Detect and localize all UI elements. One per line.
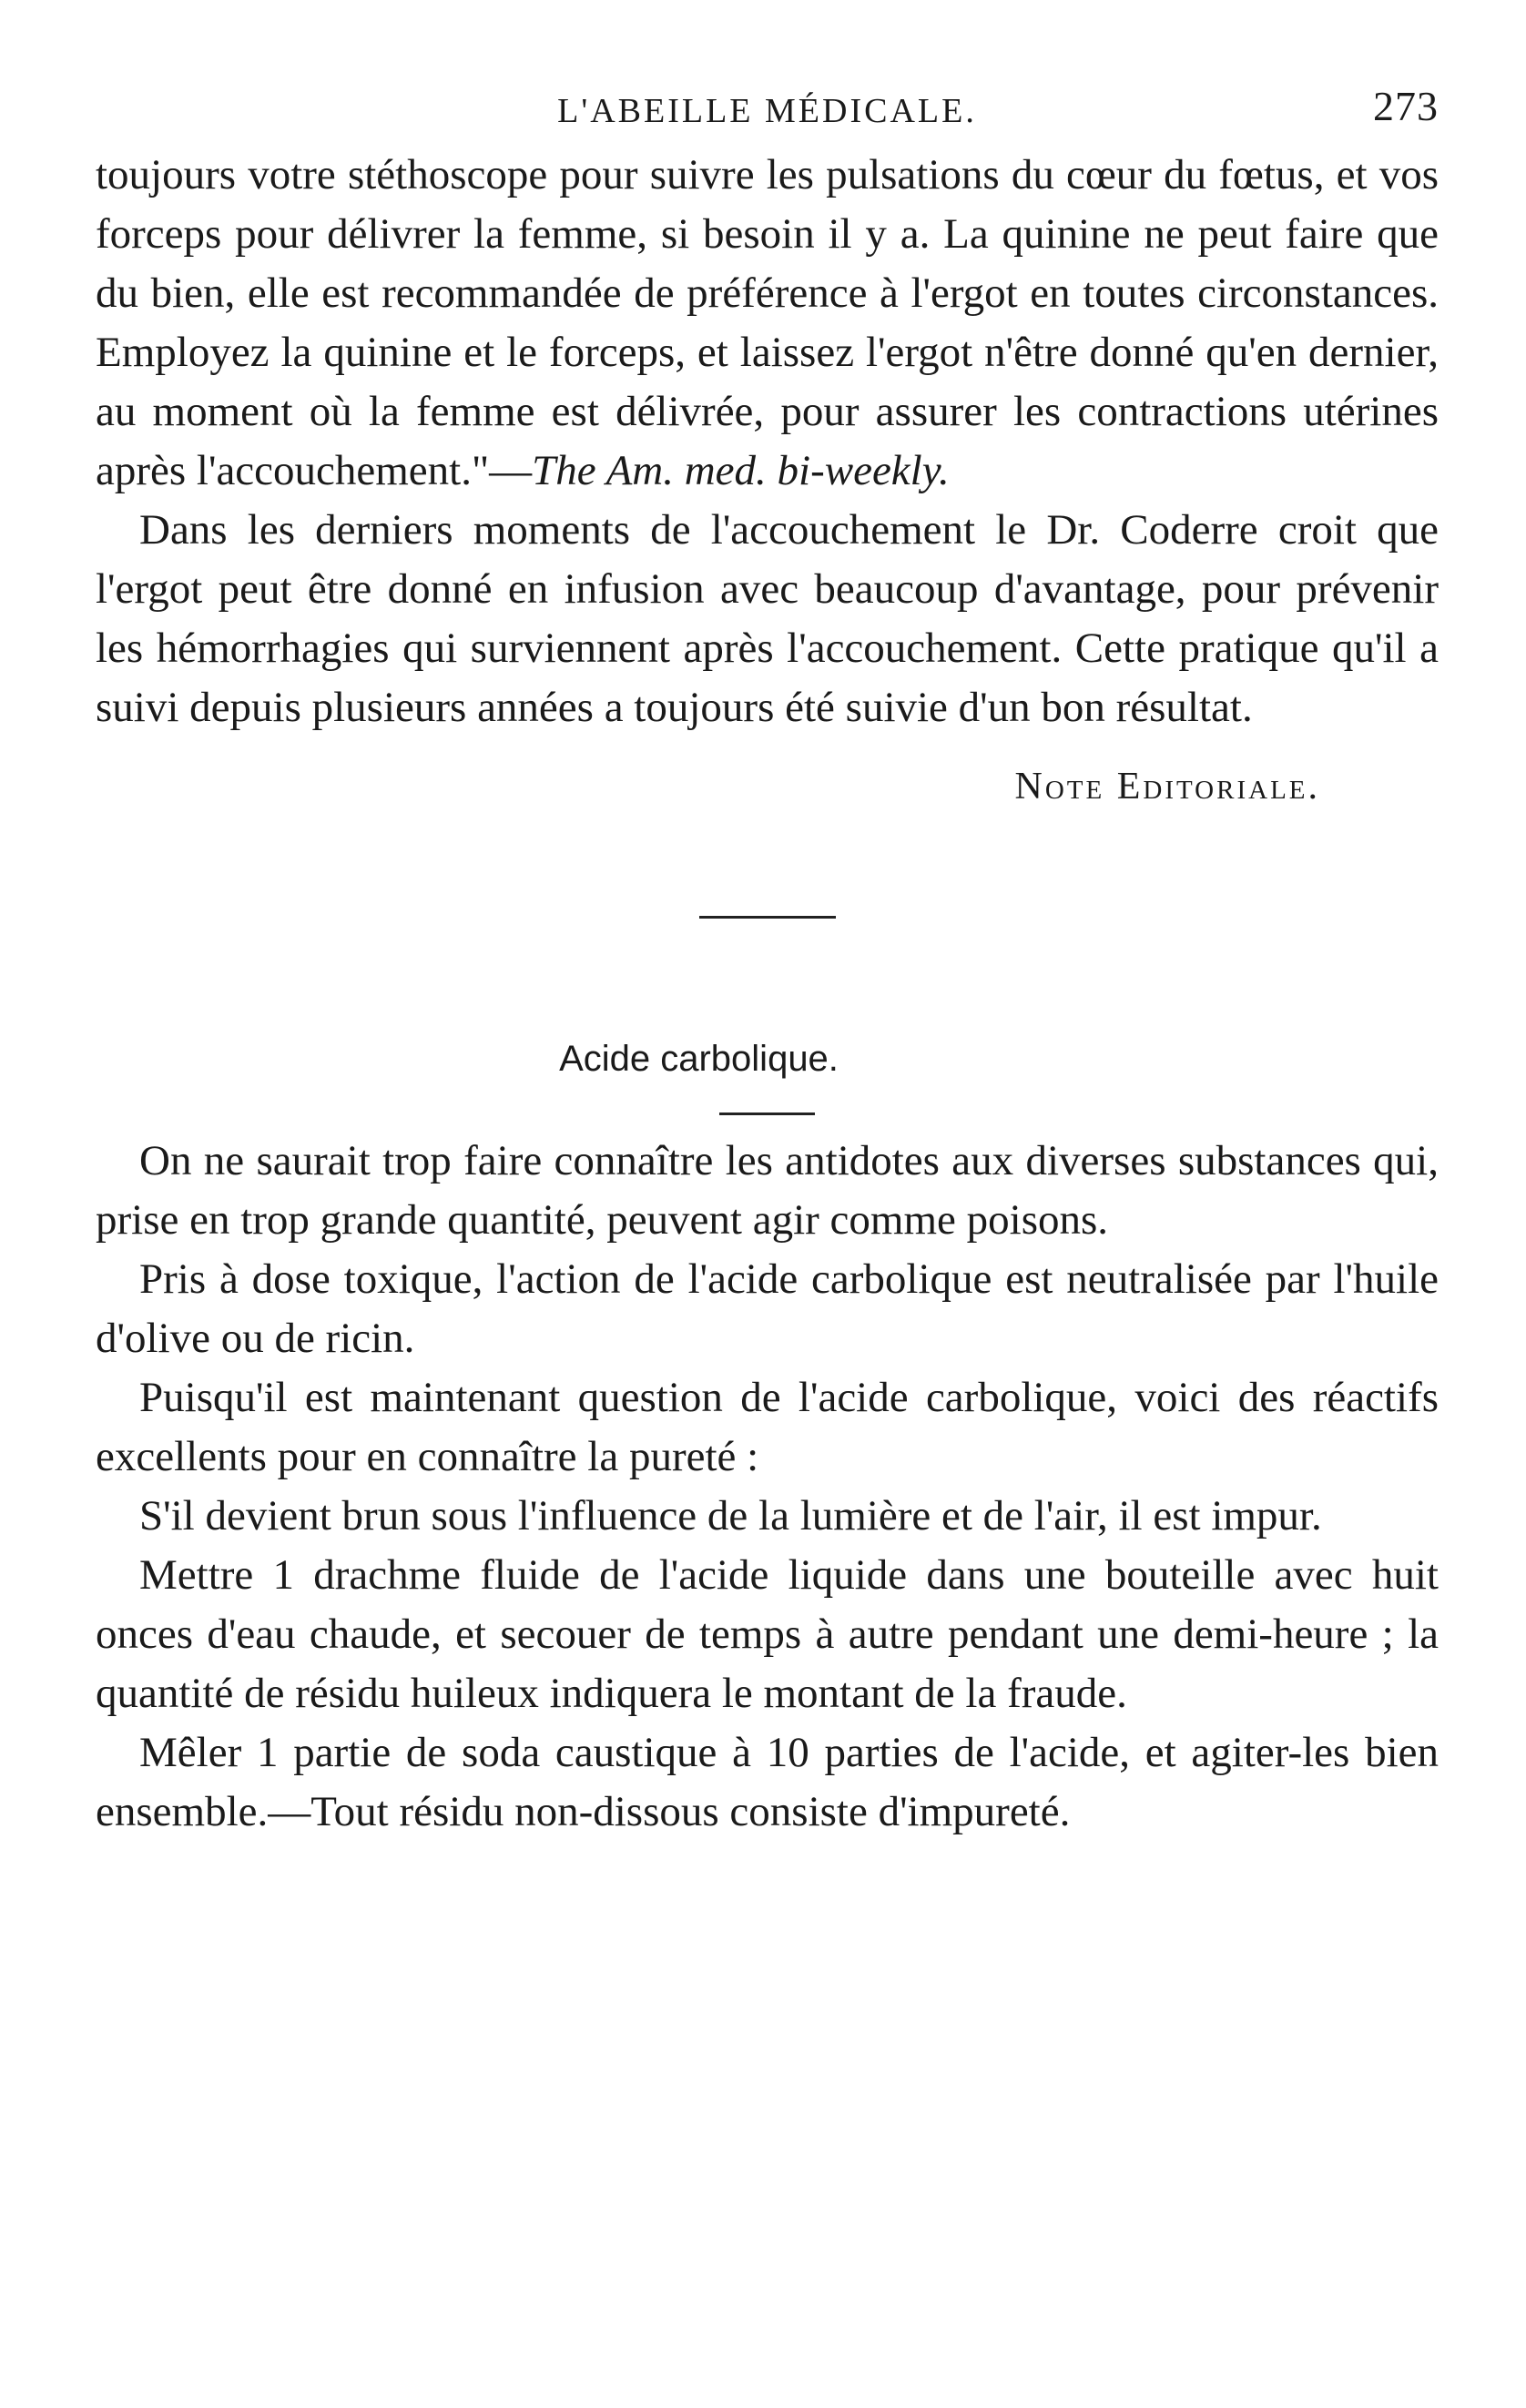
heading-underline-rule bbox=[719, 1113, 815, 1115]
section-paragraph: Mêler 1 partie de soda caustique à 10 parties de l'acide, et agiter-les bien ensemble.—Tout résidu non-dissous consiste d'impureté. bbox=[96, 1729, 1439, 1835]
article-paragraph-text: toujours votre stéthoscope pour suivre les pulsations du cœur du fœtus, et vos forceps pour délivrer la femme, si besoin il y a. La quinine ne peut faire que du bien, elle est recommandée de préférence à l'ergot en toutes circonstances. Employez la quinine et le forceps, et laissez l'ergot n'être donné qu'en dernier, au moment où la femme est délivrée, pour assurer les contractions utérines après l'accouchement."— bbox=[96, 151, 1439, 494]
editorial-signature: Note Editoriale. bbox=[1014, 766, 1320, 808]
article-paragraph: Dans les derniers moments de l'accouchement le Dr. Coderre croit que l'ergot peut être donné en infusion avec beaucoup d'avantage, pour prévenir les hémorrhagies qui surviennent après l'accouchement. Cette pratique qu'il a suivi depuis plusieurs années a toujours été suivie d'un bon résultat. bbox=[96, 506, 1439, 731]
article-paragraph-continued bbox=[96, 146, 1439, 501]
section-paragraph: On ne saurait trop faire connaître les antidotes aux diverses substances qui, prise en trop grande quantité, peuvent agir comme poisons. bbox=[96, 1137, 1439, 1244]
running-head bbox=[96, 82, 1439, 146]
section-paragraph: Pris à dose toxique, l'action de l'acide carbolique est neutralisée par l'huile d'olive ou de ricin. bbox=[96, 1255, 1439, 1362]
section-divider-rule bbox=[699, 916, 836, 919]
source-citation: The Am. med. bi-weekly. bbox=[532, 447, 950, 494]
section-paragraph: S'il devient brun sous l'influence de la lumière et de l'air, il est impur. bbox=[139, 1492, 1322, 1539]
section-paragraph: Puisqu'il est maintenant question de l'acide carbolique, voici des réactifs excellents pour en connaître la pureté : bbox=[96, 1374, 1439, 1480]
section-paragraph: Mettre 1 drachme fluide de l'acide liquide dans une bouteille avec huit onces d'eau chaude, et secouer de temps à autre pendant une demi-heure ; la quantité de résidu huileux indiquera le montant de la fraude. bbox=[96, 1551, 1439, 1717]
section-heading: Acide carbolique. bbox=[559, 1039, 839, 1079]
page-number: 273 bbox=[1373, 83, 1439, 129]
running-title: L'ABEILLE MÉDICALE. bbox=[557, 92, 977, 130]
book-page bbox=[96, 82, 1439, 1842]
